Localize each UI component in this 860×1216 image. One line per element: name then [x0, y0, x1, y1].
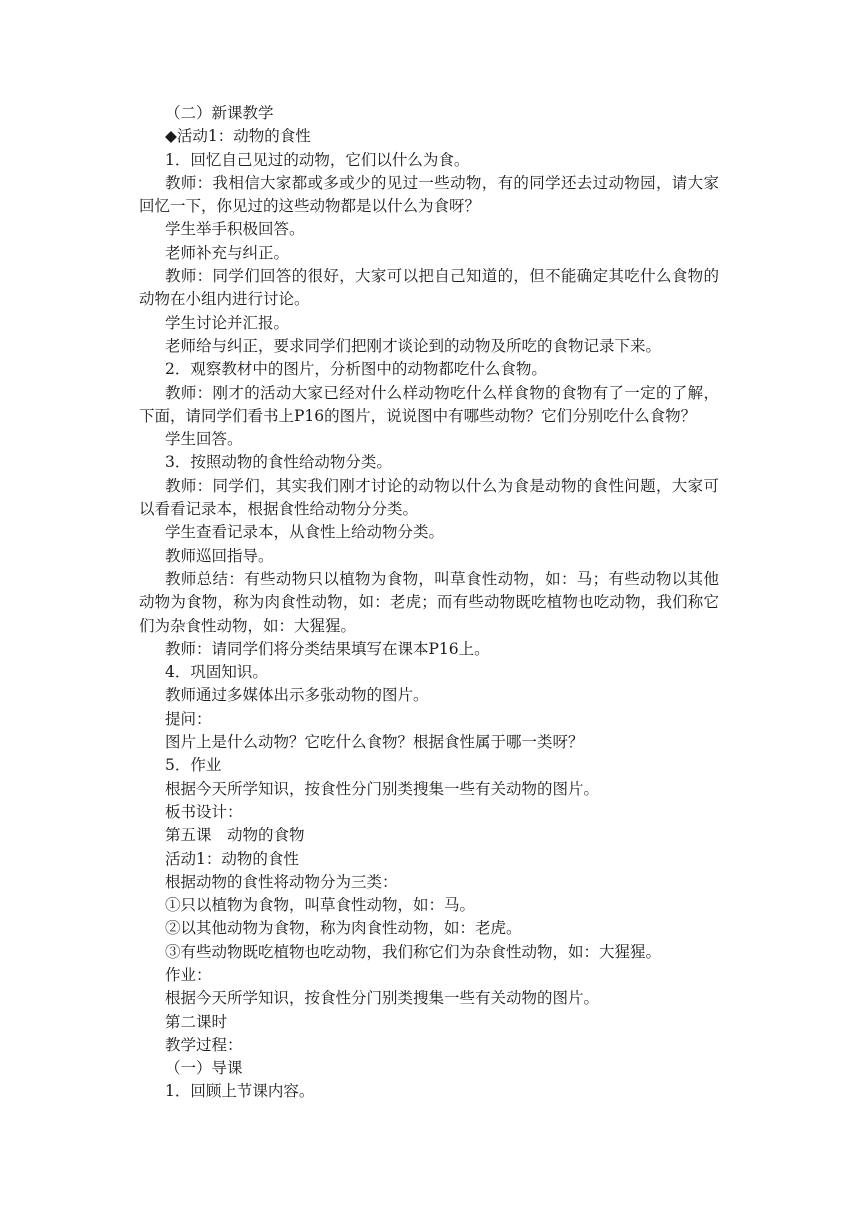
- paragraph: 教师：同学们，其实我们刚才讨论的动物以什么为食是动物的食性问题，大家可以看看记录本，根据食性给动物分分类。: [139, 476, 719, 519]
- paragraph: 教师：同学们回答的很好，大家可以把自己知道的，但不能确定其吃什么食物的动物在小组内进行讨论。: [139, 267, 719, 309]
- step-heading: 4．巩固知识。: [165, 663, 268, 682]
- lesson-text: [139, 102, 719, 1104]
- paragraph: 学生回答。: [165, 430, 243, 449]
- paragraph: 老师补充与纠正。: [165, 243, 290, 262]
- homework-heading: 作业：: [165, 965, 212, 984]
- lesson-title: 第五课 动物的食物: [165, 826, 305, 845]
- paragraph: 学生举手积极回答。: [165, 220, 305, 239]
- paragraph: 教师通过多媒体出示多张动物的图片。: [165, 686, 429, 705]
- paragraph: 学生讨论并汇报。: [165, 313, 290, 332]
- paragraph: 提问：: [165, 709, 212, 728]
- lesson-period-heading: 第二课时: [165, 1012, 228, 1031]
- paragraph: 图片上是什么动物？它吃什么食物？根据食性属于哪一类呀？: [165, 733, 584, 752]
- process-heading: 教学过程：: [165, 1035, 243, 1054]
- paragraph: 根据今天所学知识，按食性分门别类搜集一些有关动物的图片。: [165, 989, 600, 1008]
- step-heading: 5．作业: [165, 756, 222, 775]
- list-item: ①只以植物为食物，叫草食性动物，如：马。: [165, 896, 476, 915]
- activity-title: 活动1：动物的食性: [165, 849, 299, 868]
- list-item: ③有些动物既吃植物也吃动物，我们称它们为杂食性动物，如：大猩猩。: [165, 942, 662, 961]
- step-heading: 1．回忆自己见过的动物，它们以什么为食。: [165, 150, 470, 169]
- paragraph: 教师：我相信大家都或多或少的见过一些动物，有的同学还去过动物园，请大家回忆一下，你见过的这些动物都是以什么为食呀？: [139, 173, 719, 216]
- paragraph: 教师：请同学们将分类结果填写在课本P16上。: [165, 639, 490, 658]
- paragraph: 学生查看记录本，从食性上给动物分类。: [165, 523, 445, 542]
- list-item: ②以其他动物为食物，称为肉食性动物，如：老虎。: [165, 919, 522, 938]
- step-heading: 1．回顾上节课内容。: [165, 1082, 315, 1101]
- paragraph: 教师：刚才的活动大家已经对什么样动物吃什么样食物的食物有了一定的了解，下面，请同学们看书上P16的图片，说说图中有哪些动物？它们分别吃什么食物？: [139, 383, 719, 425]
- section-heading: （一）导课: [165, 1059, 243, 1078]
- paragraph: 根据今天所学知识，按食性分门别类搜集一些有关动物的图片。: [165, 779, 600, 798]
- section-heading: （二）新课教学: [165, 104, 274, 122]
- paragraph: 教师巡回指导。: [165, 546, 274, 565]
- activity-title: ◆活动1：动物的食性: [165, 127, 311, 146]
- paragraph: 根据动物的食性将动物分为三类：: [165, 872, 398, 891]
- step-heading: 3．按照动物的食性给动物分类。: [165, 453, 392, 472]
- paragraph: 老师给与纠正，要求同学们把刚才谈论到的动物及所吃的食物记录下来。: [165, 336, 662, 355]
- paragraph: 教师总结：有些动物只以植物为食物，叫草食性动物，如：马；有些动物以其他动物为食物，称为肉食性动物，如：老虎；而有些动物既吃植物也吃动物，我们称它们为杂食性动物，如：大猩猩。: [139, 569, 719, 635]
- board-design-heading: 板书设计：: [165, 802, 243, 821]
- step-heading: 2．观察教材中的图片，分析图中的动物都吃什么食物。: [165, 360, 547, 379]
